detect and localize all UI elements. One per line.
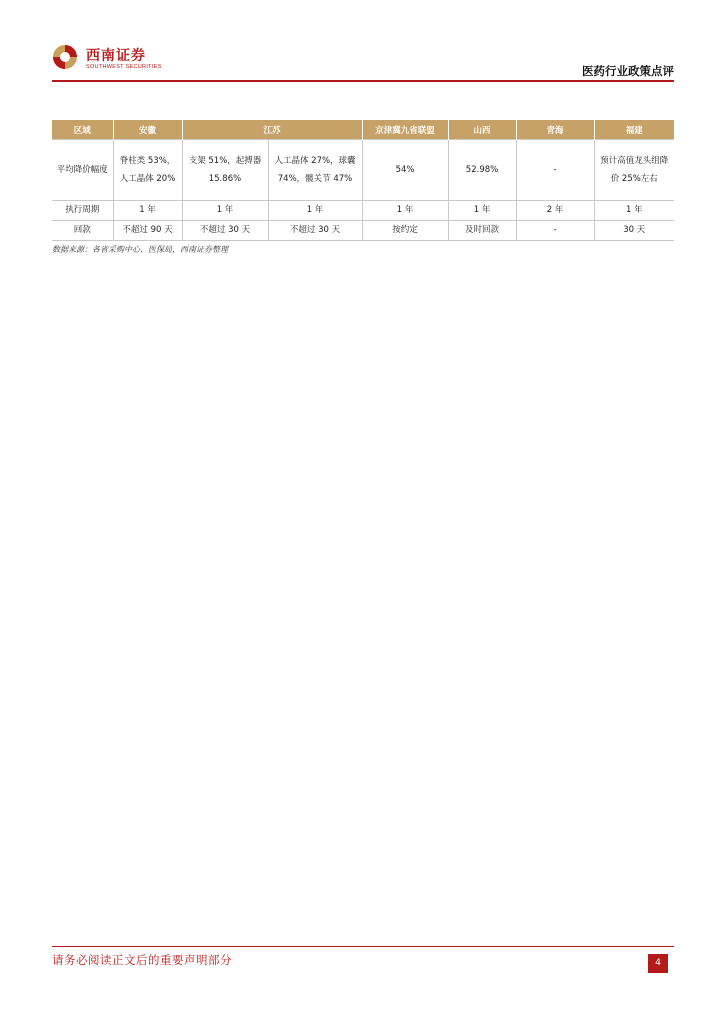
header-qinghai: 青海	[516, 120, 594, 140]
table-cell: 支架 51%，起搏器 15.86%	[182, 140, 268, 201]
table-cell: 54%	[362, 140, 448, 201]
report-category-title: 医药行业政策点评	[582, 64, 674, 78]
table-cell: 按约定	[362, 221, 448, 241]
page-number: 4	[648, 954, 668, 973]
table-cell: -	[516, 221, 594, 241]
company-logo	[52, 40, 212, 80]
table-cell: 1 年	[448, 201, 516, 221]
header-divider	[52, 80, 674, 82]
table-cell: 预计高值龙头组降价 25%左右	[594, 140, 674, 201]
table-row	[52, 221, 674, 241]
header-anhui: 安徽	[113, 120, 182, 140]
table-cell: 1 年	[362, 201, 448, 221]
table-cell: 不超过 30 天	[268, 221, 362, 241]
policy-comparison-table	[52, 120, 674, 241]
table-header-row	[52, 120, 674, 140]
table-cell: 不超过 90 天	[113, 221, 182, 241]
table-cell: 1 年	[182, 201, 268, 221]
table-cell: 不超过 30 天	[182, 221, 268, 241]
table-cell: 30 天	[594, 221, 674, 241]
row-label: 执行周期	[52, 201, 113, 221]
row-label: 回款	[52, 221, 113, 241]
table-row	[52, 201, 674, 221]
row-label: 平均降价幅度	[52, 140, 113, 201]
company-logo-icon	[52, 44, 78, 70]
table-row	[52, 140, 674, 201]
table-cell: 及时回款	[448, 221, 516, 241]
header-region: 区域	[52, 120, 113, 140]
footer-divider	[52, 946, 674, 947]
table-cell: 52.98%	[448, 140, 516, 201]
page-header	[52, 38, 674, 82]
table-cell: 1 年	[594, 201, 674, 221]
header-jjj: 京津冀九省联盟	[362, 120, 448, 140]
table-cell: 人工晶体 27%，球囊 74%，髋关节 47%	[268, 140, 362, 201]
header-shanxi: 山西	[448, 120, 516, 140]
table-cell: 2 年	[516, 201, 594, 221]
table-source-note: 数据来源：各省采购中心、医保局，西南证券整理	[52, 245, 228, 254]
footer-disclaimer-notice: 请务必阅读正文后的重要声明部分	[52, 953, 232, 967]
header-fujian: 福建	[594, 120, 674, 140]
logo-text-en: SOUTHWEST SECURITIES	[86, 64, 162, 70]
table-cell: 1 年	[268, 201, 362, 221]
table-cell: -	[516, 140, 594, 201]
table-cell: 1 年	[113, 201, 182, 221]
logo-text-cn: 西南证券	[86, 48, 146, 64]
table-cell: 脊柱类 53%，人工晶体 20%	[113, 140, 182, 201]
header-jiangsu: 江苏	[182, 120, 362, 140]
